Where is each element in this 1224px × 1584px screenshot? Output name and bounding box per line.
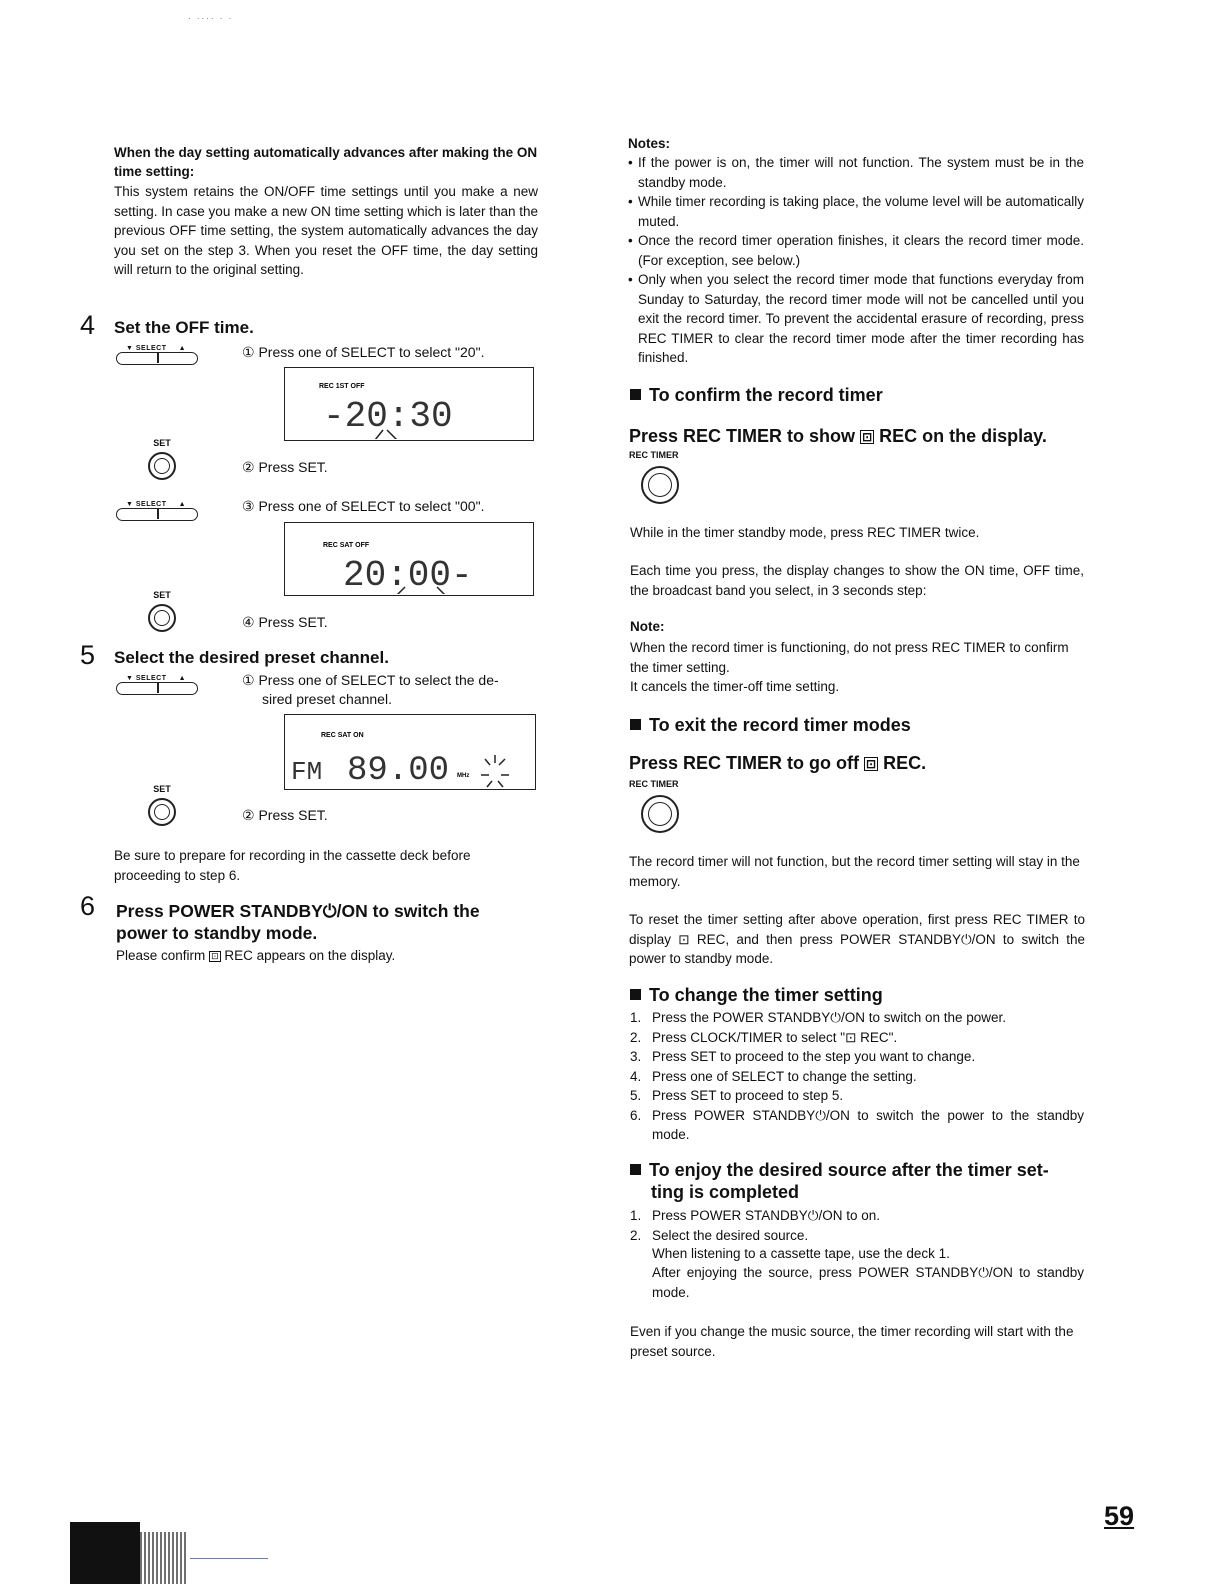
rec-timer-icon: ⊡ xyxy=(211,951,219,961)
confirm-note-1: When the record timer is functioning, do not press REC TIMER to confirm the timer setting. xyxy=(630,640,1069,675)
lcd-preset-graphic xyxy=(285,715,534,788)
set-label: SET xyxy=(153,438,171,448)
select-up-label: ▲ xyxy=(178,501,186,508)
confirm-subheading: Press REC TIMER to show ⊡ REC on the display. xyxy=(629,426,1047,446)
select-rocker[interactable] xyxy=(116,352,198,365)
step-5-note: Be sure to prepare for recording in the cassette deck before proceeding to step 6. xyxy=(114,848,471,883)
set-label: SET xyxy=(153,590,171,600)
lcd-unit: MHz xyxy=(457,773,470,779)
lcd-indicators: REC SAT OFF xyxy=(323,542,370,549)
lcd-off-time-2-graphic xyxy=(285,523,532,594)
set-knob[interactable] xyxy=(148,604,176,632)
note-item: • If the power is on, the timer will not function. The system must be in the standby mode. xyxy=(628,155,1084,190)
lcd-time-digits: 20:00- xyxy=(343,555,473,594)
lcd-display-preset xyxy=(284,714,536,790)
change-list xyxy=(630,1008,1084,1145)
list-item: 5. Press SET to proceed to step 5. xyxy=(630,1088,844,1103)
note-item: • Only when you select the record timer mode that functions everyday from Sunday to Saturday, the record timer mode will not be cancelled until you exit the record timer. To prevent the accidental erasure of recording, press REC TIMER to clear the record timer mode after the timer recording has finished. xyxy=(628,272,1084,365)
step-6-subtext-a: Please confirm xyxy=(116,948,206,963)
rec-timer-knob[interactable] xyxy=(641,795,679,833)
step-6-subtext-b: REC appears on the display. xyxy=(224,948,396,963)
exit-subheading: Press REC TIMER to go off ⊡ REC. xyxy=(629,753,927,773)
step-6-title-line-1: Press POWER STANDBY⏻/ON to switch the xyxy=(116,901,480,921)
top-scan-marks: · ···· · · xyxy=(188,14,234,23)
step-4-number: 4 xyxy=(80,310,96,340)
lcd-band: FM xyxy=(291,757,323,787)
select-up-label: ▲ xyxy=(178,675,186,682)
lcd-display-off-time xyxy=(284,367,534,441)
select-button[interactable] xyxy=(116,675,198,695)
select-button[interactable] xyxy=(116,501,198,521)
note-item: • Once the record timer operation finishes, it clears the record timer mode. (For exception, see below.) xyxy=(628,233,1084,268)
confirm-note-heading: Note: xyxy=(630,619,665,634)
step-5-instruction-1b: sired preset channel. xyxy=(262,691,392,707)
set-label: SET xyxy=(153,784,171,794)
set-button[interactable] xyxy=(142,590,182,632)
set-knob[interactable] xyxy=(148,452,176,480)
rec-timer-label: REC TIMER xyxy=(629,779,679,789)
exit-heading: To exit the record timer modes xyxy=(630,715,911,736)
step-5-title: Select the desired preset channel. xyxy=(114,648,389,667)
step-6-subtext xyxy=(116,946,395,966)
rec-timer-icon: ⊡ xyxy=(866,757,877,771)
exit-p1: The record timer will not function, but the record timer setting will stay in the memory. xyxy=(629,854,1080,889)
lcd-frequency: 89.00 xyxy=(347,752,450,788)
confirm-heading: To confirm the record timer xyxy=(630,385,883,406)
list-item: 4. Press one of SELECT to change the setting. xyxy=(630,1068,917,1084)
step-4-instruction-2: ② Press SET. xyxy=(242,459,328,475)
select-rocker[interactable] xyxy=(116,682,198,695)
step-5-instruction-1a: ① Press one of SELECT to select the de- xyxy=(242,672,499,688)
select-label: ▼ SELECT xyxy=(126,345,167,352)
list-item: 2. Select the desired source. xyxy=(630,1227,809,1243)
select-rocker[interactable] xyxy=(116,508,198,521)
scan-artifact xyxy=(70,1522,140,1584)
page-number: 59 xyxy=(1104,1501,1135,1531)
lcd-indicators: REC 1ST OFF xyxy=(319,383,365,390)
lcd-display-off-time-2 xyxy=(284,522,534,596)
step-5-number: 5 xyxy=(80,640,96,670)
select-up-label: ▲ xyxy=(178,345,186,352)
rec-timer-knob[interactable] xyxy=(641,466,679,504)
list-item: 3. Press SET to proceed to the step you want to change. xyxy=(630,1049,976,1064)
set-button[interactable] xyxy=(142,438,182,480)
step-4-title: Set the OFF time. xyxy=(114,318,254,337)
lcd-off-time-graphic xyxy=(285,368,532,439)
step-6-number: 6 xyxy=(80,891,96,921)
notes-list xyxy=(628,153,1084,368)
change-heading: To change the timer setting xyxy=(630,985,883,1006)
scan-artifact xyxy=(190,1558,268,1559)
exit-p2: To reset the timer setting after above operation, first press REC TIMER to display ⊡ REC, and then press POWER STANDBY⏻/ON to switch the power to standby mode. xyxy=(629,912,1085,966)
rec-timer-button[interactable] xyxy=(629,450,679,504)
rec-timer-icon: ⊡ xyxy=(862,430,873,444)
enjoy-extra-2: After enjoying the source, press POWER STANDBY⏻/ON to standby mode. xyxy=(652,1265,1084,1300)
set-button[interactable] xyxy=(142,784,182,826)
list-item: 2. Press CLOCK/TIMER to select "⊡ REC". xyxy=(630,1029,898,1045)
step-6-title xyxy=(116,900,546,944)
lcd-time-digits: -20:30 xyxy=(323,396,453,437)
intro-body: This system retains the ON/OFF time settings until you make a new setting. In case you make a new ON time setting which is later than the previous OFF time setting, the system automatically advances the day you set on the step 3. When you reset the OFF time, the day setting will return to the original setting. xyxy=(114,184,538,277)
notes-heading: Notes: xyxy=(628,136,671,151)
confirm-note-2: It cancels the timer-off time setting. xyxy=(630,679,840,694)
scan-artifact xyxy=(140,1532,188,1584)
step-4-instruction-4: ④ Press SET. xyxy=(242,614,328,630)
note-item: • While timer recording is taking place, the volume level will be automatically muted. xyxy=(628,194,1084,229)
set-knob[interactable] xyxy=(148,798,176,826)
select-label: ▼ SELECT xyxy=(126,501,167,508)
step-4-instruction-3: ③ Press one of SELECT to select "00". xyxy=(242,498,485,514)
rec-timer-button[interactable] xyxy=(629,779,679,833)
enjoy-extra-1: When listening to a cassette tape, use the deck 1. xyxy=(652,1246,950,1261)
lcd-blink-icon xyxy=(481,755,509,787)
enjoy-final: Even if you change the music source, the timer recording will start with the preset source. xyxy=(630,1324,1074,1359)
confirm-p1: While in the timer standby mode, press REC TIMER twice. xyxy=(630,525,980,540)
list-item: 6. Press POWER STANDBY⏻/ON to switch the power to the standby mode. xyxy=(630,1107,1084,1142)
step-5-instruction-2: ② Press SET. xyxy=(242,807,328,823)
rec-timer-label: REC TIMER xyxy=(629,450,679,460)
select-button[interactable] xyxy=(116,345,198,365)
select-label: ▼ SELECT xyxy=(126,675,167,682)
list-item: 1. Press POWER STANDBY⏻/ON to on. xyxy=(630,1208,880,1223)
lcd-indicators: REC SAT ON xyxy=(321,732,364,739)
step-6-title-line-2: power to standby mode. xyxy=(116,923,318,943)
intro-heading: When the day setting automatically advances after making the ON time setting: xyxy=(114,145,538,179)
step-4-instruction-1: ① Press one of SELECT to select "20". xyxy=(242,344,485,360)
confirm-p2: Each time you press, the display changes to show the ON time, OFF time, the broadcast band you select, in 3 seconds step: xyxy=(630,563,1084,598)
enjoy-heading: To enjoy the desired source after the timer set- ting is completed xyxy=(630,1159,1086,1203)
enjoy-list xyxy=(630,1206,1084,1245)
list-item: 1. Press the POWER STANDBY⏻/ON to switch on the power. xyxy=(630,1010,1007,1025)
